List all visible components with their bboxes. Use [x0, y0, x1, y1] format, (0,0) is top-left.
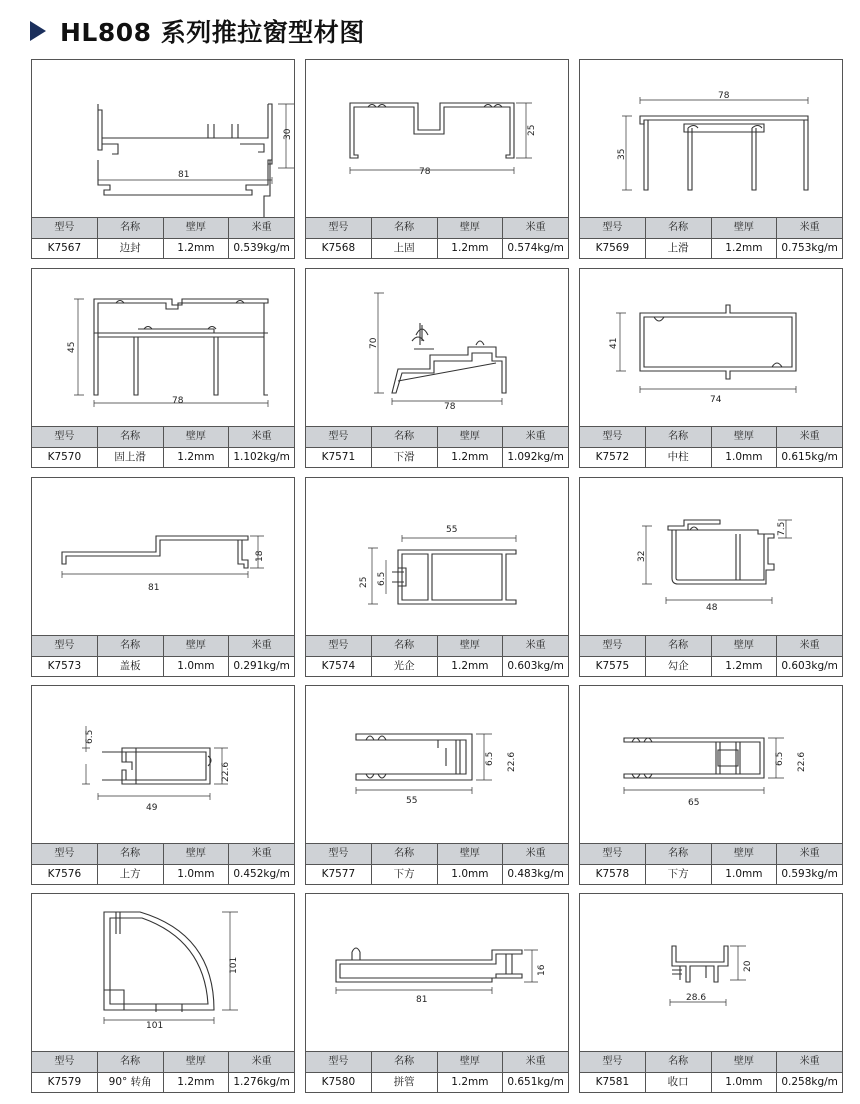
- arrow-icon: [30, 21, 46, 41]
- profile-drawing: [32, 478, 294, 636]
- header-weight: 米重: [251, 848, 272, 859]
- header-thickness: 壁厚: [712, 844, 778, 864]
- dim-label: 81: [416, 995, 428, 1005]
- spec-table: [32, 843, 294, 884]
- header-model: 型号: [32, 844, 98, 864]
- profile-card-k7577: [305, 685, 569, 885]
- dim-label: 70: [369, 337, 379, 349]
- header-thickness: 壁厚: [164, 844, 230, 864]
- name-value: 盖板: [98, 657, 164, 676]
- profile-drawing: [306, 686, 568, 844]
- dim-label: 101: [146, 1021, 164, 1031]
- thickness-value: 1.2mm: [438, 657, 504, 676]
- name-value: 下滑: [372, 448, 438, 467]
- weight-value: 0.574kg/m: [507, 242, 564, 254]
- weight-value: 0.483kg/m: [507, 868, 564, 880]
- header-name: 名称: [372, 636, 438, 656]
- profile-drawing: [580, 60, 842, 218]
- model-value: K7578: [580, 865, 646, 884]
- thickness-value: 1.0mm: [438, 865, 504, 884]
- model-value: K7581: [580, 1073, 646, 1092]
- spec-table: [306, 635, 568, 676]
- spec-table: [32, 635, 294, 676]
- thickness-value: 1.2mm: [438, 239, 504, 258]
- profile-drawing: [306, 60, 568, 218]
- header-model: 型号: [306, 427, 372, 447]
- header-weight: 米重: [525, 848, 546, 859]
- header-model: 型号: [580, 427, 646, 447]
- header-name: 名称: [98, 1052, 164, 1072]
- header-thickness: 壁厚: [438, 636, 504, 656]
- model-value: K7573: [32, 657, 98, 676]
- profile-card-k7576: [31, 685, 295, 885]
- header-model: 型号: [580, 844, 646, 864]
- profile-card-k7578: [579, 685, 843, 885]
- model-value: K7567: [32, 239, 98, 258]
- model-value: K7571: [306, 448, 372, 467]
- header-name: 名称: [646, 844, 712, 864]
- header-name: 名称: [98, 427, 164, 447]
- name-value: 光企: [372, 657, 438, 676]
- dim-label: 48: [706, 603, 718, 613]
- header-weight: 米重: [799, 222, 820, 233]
- header-name: 名称: [372, 844, 438, 864]
- name-value: 90° 转角: [98, 1073, 164, 1092]
- spec-table: [580, 635, 842, 676]
- header-thickness: 壁厚: [712, 427, 778, 447]
- spec-table: [306, 426, 568, 467]
- weight-value: 0.753kg/m: [781, 242, 838, 254]
- dim-label: 22.6: [507, 751, 517, 772]
- dim-label: 78: [172, 396, 184, 406]
- profile-card-k7572: [579, 268, 843, 468]
- weight-value: 0.452kg/m: [233, 868, 290, 880]
- header-name: 名称: [372, 218, 438, 238]
- dim-label: 78: [718, 91, 730, 101]
- dim-label: 6.5: [485, 751, 495, 766]
- dim-label: 18: [255, 550, 265, 562]
- header-weight: 米重: [251, 1056, 272, 1067]
- header-weight: 米重: [251, 222, 272, 233]
- model-value: K7579: [32, 1073, 98, 1092]
- weight-value: 1.276kg/m: [233, 1076, 290, 1088]
- name-value: 勾企: [646, 657, 712, 676]
- spec-table: [32, 426, 294, 467]
- header-model: 型号: [306, 636, 372, 656]
- header-name: 名称: [98, 844, 164, 864]
- dim-label: 41: [609, 337, 619, 349]
- weight-value: 0.593kg/m: [781, 868, 838, 880]
- thickness-value: 1.0mm: [712, 1073, 778, 1092]
- name-value: 中柱: [646, 448, 712, 467]
- header-thickness: 壁厚: [164, 427, 230, 447]
- dim-label: 30: [283, 128, 293, 140]
- header-model: 型号: [306, 844, 372, 864]
- header-weight: 米重: [525, 1056, 546, 1067]
- page-header: [30, 14, 365, 48]
- header-name: 名称: [646, 1052, 712, 1072]
- spec-table: [580, 426, 842, 467]
- profile-card-k7569: [579, 59, 843, 259]
- dim-label: 78: [444, 402, 456, 412]
- thickness-value: 1.0mm: [712, 448, 778, 467]
- weight-value: 0.651kg/m: [507, 1076, 564, 1088]
- spec-table: [32, 217, 294, 258]
- thickness-value: 1.2mm: [438, 1073, 504, 1092]
- profile-drawing: [32, 686, 294, 844]
- profile-drawing: [32, 269, 294, 427]
- dim-label: 6.5: [775, 751, 785, 766]
- profile-drawing: [580, 478, 842, 636]
- profile-drawing: [580, 686, 842, 844]
- weight-value: 0.603kg/m: [781, 660, 838, 672]
- header-weight: 米重: [525, 640, 546, 651]
- spec-table: [306, 217, 568, 258]
- dim-label: 74: [710, 395, 722, 405]
- header-name: 名称: [646, 427, 712, 447]
- dim-label: 65: [688, 798, 700, 808]
- profile-drawing: [32, 60, 294, 218]
- spec-table: [306, 843, 568, 884]
- dim-label: 35: [617, 148, 627, 160]
- profile-drawing: [580, 894, 842, 1052]
- weight-value: 0.615kg/m: [781, 451, 838, 463]
- name-value: 收口: [646, 1073, 712, 1092]
- thickness-value: 1.0mm: [164, 657, 230, 676]
- model-value: K7574: [306, 657, 372, 676]
- header-weight: 米重: [799, 848, 820, 859]
- thickness-value: 1.2mm: [164, 448, 230, 467]
- thickness-value: 1.2mm: [164, 239, 230, 258]
- header-thickness: 壁厚: [712, 636, 778, 656]
- header-weight: 米重: [251, 640, 272, 651]
- thickness-value: 1.0mm: [164, 865, 230, 884]
- spec-table: [32, 1051, 294, 1092]
- profile-card-k7580: [305, 893, 569, 1093]
- dim-label: 49: [146, 803, 158, 813]
- weight-value: 1.092kg/m: [507, 451, 564, 463]
- dim-label: 55: [446, 525, 458, 535]
- header-model: 型号: [580, 218, 646, 238]
- header-weight: 米重: [525, 222, 546, 233]
- header-thickness: 壁厚: [438, 1052, 504, 1072]
- model-value: K7575: [580, 657, 646, 676]
- thickness-value: 1.2mm: [712, 657, 778, 676]
- header-thickness: 壁厚: [164, 1052, 230, 1072]
- dim-label: 28.6: [686, 993, 707, 1003]
- weight-value: 1.102kg/m: [233, 451, 290, 463]
- header-thickness: 壁厚: [438, 218, 504, 238]
- name-value: 边封: [98, 239, 164, 258]
- header-name: 名称: [98, 218, 164, 238]
- dim-label: 20: [743, 960, 753, 972]
- model-value: K7577: [306, 865, 372, 884]
- profile-card-k7575: [579, 477, 843, 677]
- profile-card-k7581: [579, 893, 843, 1093]
- header-model: 型号: [580, 1052, 646, 1072]
- header-weight: 米重: [525, 431, 546, 442]
- header-model: 型号: [306, 218, 372, 238]
- model-value: K7568: [306, 239, 372, 258]
- spec-table: [580, 843, 842, 884]
- header-name: 名称: [372, 427, 438, 447]
- header-model: 型号: [32, 427, 98, 447]
- weight-value: 0.539kg/m: [233, 242, 290, 254]
- profile-drawing: [306, 478, 568, 636]
- header-weight: 米重: [251, 431, 272, 442]
- header-thickness: 壁厚: [438, 427, 504, 447]
- profile-card-k7574: [305, 477, 569, 677]
- model-value: K7580: [306, 1073, 372, 1092]
- name-value: 下方: [372, 865, 438, 884]
- weight-value: 0.291kg/m: [233, 660, 290, 672]
- header-model: 型号: [306, 1052, 372, 1072]
- header-weight: 米重: [799, 640, 820, 651]
- profile-drawing: [306, 894, 568, 1052]
- thickness-value: 1.2mm: [164, 1073, 230, 1092]
- header-thickness: 壁厚: [438, 844, 504, 864]
- thickness-value: 1.0mm: [712, 865, 778, 884]
- dim-label: 7.5: [777, 521, 787, 536]
- model-value: K7570: [32, 448, 98, 467]
- weight-value: 0.603kg/m: [507, 660, 564, 672]
- profile-card-k7579: [31, 893, 295, 1093]
- dim-label: 22.6: [797, 751, 807, 772]
- dim-label: 25: [359, 576, 369, 588]
- model-value: K7572: [580, 448, 646, 467]
- header-name: 名称: [646, 636, 712, 656]
- profile-card-k7573: [31, 477, 295, 677]
- thickness-value: 1.2mm: [712, 239, 778, 258]
- dim-label: 55: [406, 796, 418, 806]
- header-model: 型号: [32, 636, 98, 656]
- spec-table: [580, 217, 842, 258]
- profile-card-k7571: [305, 268, 569, 468]
- header-name: 名称: [372, 1052, 438, 1072]
- dim-label: 101: [229, 956, 239, 974]
- header-thickness: 壁厚: [164, 636, 230, 656]
- header-thickness: 壁厚: [712, 218, 778, 238]
- page-title: HL808 系列推拉窗型材图: [60, 18, 365, 47]
- profile-card-k7568: [305, 59, 569, 259]
- profile-card-k7567: [31, 59, 295, 259]
- name-value: 拼管: [372, 1073, 438, 1092]
- dim-label: 78: [419, 167, 431, 177]
- name-value: 上方: [98, 865, 164, 884]
- spec-table: [306, 1051, 568, 1092]
- model-value: K7569: [580, 239, 646, 258]
- name-value: 上滑: [646, 239, 712, 258]
- dim-label: 25: [527, 124, 537, 136]
- name-value: 下方: [646, 865, 712, 884]
- header-thickness: 壁厚: [164, 218, 230, 238]
- profile-drawing: [32, 894, 294, 1052]
- model-value: K7576: [32, 865, 98, 884]
- header-name: 名称: [646, 218, 712, 238]
- dim-label: 6.5: [85, 729, 95, 744]
- thickness-value: 1.2mm: [438, 448, 504, 467]
- dim-label: 6.5: [377, 571, 387, 586]
- dim-label: 16: [537, 964, 547, 976]
- spec-table: [580, 1051, 842, 1092]
- header-weight: 米重: [799, 431, 820, 442]
- dim-label: 45: [67, 341, 77, 353]
- weight-value: 0.258kg/m: [781, 1076, 838, 1088]
- header-name: 名称: [98, 636, 164, 656]
- name-value: 固上滑: [98, 448, 164, 467]
- dim-label: 22.6: [221, 761, 231, 782]
- dim-label: 32: [637, 550, 647, 562]
- profile-card-k7570: [31, 268, 295, 468]
- header-model: 型号: [32, 1052, 98, 1072]
- name-value: 上固: [372, 239, 438, 258]
- dim-label: 81: [178, 170, 190, 180]
- profile-drawing: [306, 269, 568, 427]
- header-thickness: 壁厚: [712, 1052, 778, 1072]
- header-model: 型号: [580, 636, 646, 656]
- header-model: 型号: [32, 218, 98, 238]
- profile-drawing: [580, 269, 842, 427]
- header-weight: 米重: [799, 1056, 820, 1067]
- dim-label: 81: [148, 583, 160, 593]
